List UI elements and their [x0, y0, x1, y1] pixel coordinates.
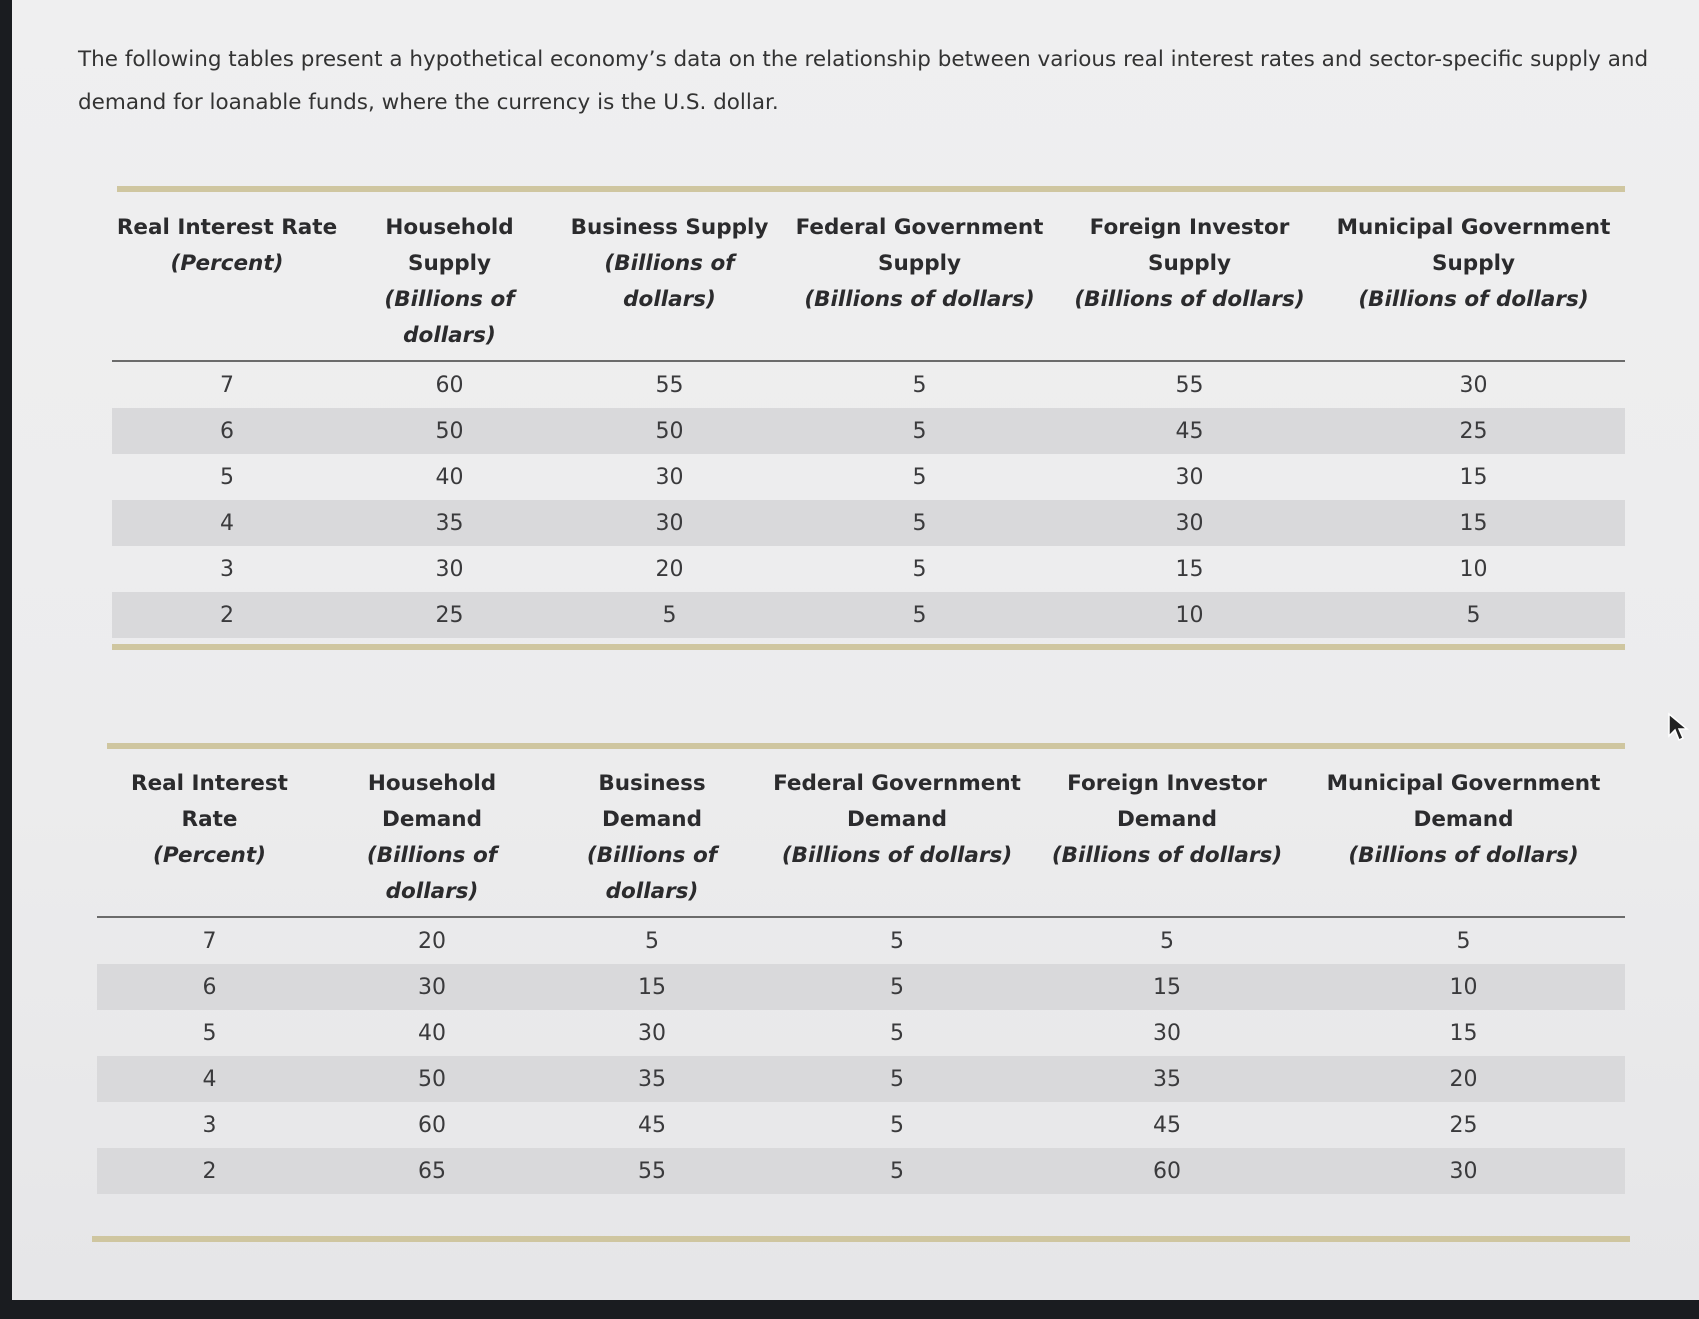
supply-column-header — [1322, 196, 1625, 361]
table-cell: 35 — [342, 500, 557, 546]
table-cell: 3 — [220, 556, 234, 582]
table-cell: 6 — [112, 408, 342, 454]
demand-column-name: Federal Government Demand — [773, 771, 1021, 832]
supply-column-unit: (Billions of dollars) — [804, 287, 1035, 312]
table-cell: 15 — [1459, 464, 1488, 490]
table-cell: 5 — [912, 556, 927, 582]
supply-column-header — [1057, 196, 1322, 361]
table-cell: 5 — [890, 1112, 904, 1138]
table-cell: 60 — [418, 1112, 446, 1138]
supply-column-name: Real Interest Rate — [116, 215, 338, 240]
table-cell: 5 — [645, 928, 659, 954]
supply-column-unit: (Billions of dollars) — [604, 251, 735, 312]
table-cell: 30 — [638, 1020, 666, 1046]
supply-column-name: Household Supply — [385, 215, 514, 276]
supply-column-header — [112, 196, 342, 361]
table-cell: 5 — [782, 592, 1057, 638]
table-cell: 5 — [890, 928, 904, 954]
table-cell: 5 — [762, 1056, 1032, 1102]
demand-column-unit: (Billions of dollars) — [586, 843, 718, 904]
mouse-pointer-icon — [1667, 712, 1689, 742]
supply-body — [112, 361, 1625, 638]
supply-column-header — [557, 196, 782, 361]
demand-column-header — [97, 752, 322, 917]
table-cell: 2 — [97, 1148, 322, 1194]
demand-column-header — [1302, 752, 1625, 917]
table-cell: 15 — [1322, 500, 1625, 546]
demand-column-name: Real Interest Rate — [131, 771, 288, 832]
demand-column-unit: (Billions of dollars) — [781, 843, 1013, 868]
table-cell: 45 — [638, 1112, 666, 1138]
demand-body — [97, 917, 1625, 1194]
supply-header-row — [112, 196, 1625, 361]
supply-column-unit: (Billions of dollars) — [1074, 287, 1305, 312]
supply-column-unit: (Percent) — [170, 251, 284, 276]
table-cell: 5 — [202, 1020, 217, 1046]
intro-paragraph: The following tables present a hypothetical economy’s data on the relationship between various real interest rates and sector-specific supply and demand for loanable funds, where the currency is the U.S. dollar. — [78, 47, 1649, 115]
table-cell: 15 — [1032, 964, 1302, 1010]
table-cell: 30 — [557, 500, 782, 546]
table-row — [97, 1056, 1625, 1102]
demand-table-bottom-rule — [92, 1236, 1630, 1242]
table-cell: 10 — [1057, 592, 1322, 638]
demand-column-header — [762, 752, 1032, 917]
table-cell: 7 — [220, 372, 234, 398]
table-cell: 3 — [202, 1112, 217, 1138]
table-cell: 50 — [322, 1056, 542, 1102]
table-row — [112, 592, 1625, 638]
supply-table — [112, 196, 1625, 638]
table-cell: 20 — [1302, 1056, 1625, 1102]
table-cell: 60 — [1032, 1148, 1302, 1194]
table-cell: 5 — [912, 464, 927, 490]
table-cell: 25 — [1449, 1112, 1478, 1138]
table-row — [97, 964, 1625, 1010]
demand-column-name: Business Demand — [598, 771, 706, 832]
table-cell: 15 — [542, 964, 762, 1010]
supply-table-bottom-rule — [112, 644, 1625, 650]
table-cell: 55 — [655, 372, 684, 398]
table-cell: 10 — [1459, 556, 1488, 582]
table-cell: 4 — [112, 500, 342, 546]
table-cell: 15 — [1449, 1020, 1478, 1046]
table-row — [97, 1148, 1625, 1194]
demand-table — [97, 752, 1625, 1194]
table-cell: 60 — [435, 372, 464, 398]
table-cell: 30 — [655, 464, 684, 490]
supply-column-name: Business Supply — [570, 215, 769, 240]
table-cell: 5 — [762, 964, 1032, 1010]
table-row — [97, 917, 1625, 964]
table-row — [97, 1102, 1625, 1148]
table-cell: 30 — [1153, 1020, 1181, 1046]
table-row — [112, 500, 1625, 546]
table-cell: 30 — [322, 964, 542, 1010]
table-cell: 30 — [1302, 1148, 1625, 1194]
table-row — [112, 454, 1625, 500]
table-cell: 20 — [655, 556, 684, 582]
table-row — [112, 546, 1625, 592]
supply-column-name: Municipal Government Supply — [1336, 215, 1611, 276]
demand-column-name: Household Demand — [367, 771, 497, 832]
demand-header-row — [97, 752, 1625, 917]
table-cell: 25 — [342, 592, 557, 638]
supply-column-unit: (Billions of dollars) — [384, 287, 515, 348]
table-cell: 4 — [97, 1056, 322, 1102]
supply-column-name: Federal Government Supply — [795, 215, 1044, 276]
table-cell: 10 — [1302, 964, 1625, 1010]
screen — [12, 0, 1699, 1300]
demand-table-top-rule — [107, 743, 1625, 749]
table-cell: 5 — [220, 464, 234, 490]
demand-column-header — [542, 752, 762, 917]
demand-column-unit: (Percent) — [153, 843, 266, 868]
table-cell: 5 — [1322, 592, 1625, 638]
demand-column-unit: (Billions of dollars) — [1348, 843, 1579, 868]
supply-column-header — [782, 196, 1057, 361]
table-cell: 2 — [112, 592, 342, 638]
demand-column-name: Foreign Investor Demand — [1067, 771, 1267, 832]
table-cell: 50 — [342, 408, 557, 454]
table-cell: 30 — [435, 556, 464, 582]
table-cell: 30 — [1175, 464, 1204, 490]
table-cell: 35 — [542, 1056, 762, 1102]
table-cell: 35 — [1032, 1056, 1302, 1102]
demand-column-name: Municipal Government Demand — [1326, 771, 1601, 832]
table-cell: 65 — [322, 1148, 542, 1194]
table-cell: 5 — [912, 372, 927, 398]
table-cell: 30 — [1057, 500, 1322, 546]
table-cell: 5 — [782, 408, 1057, 454]
table-cell: 5 — [890, 1020, 904, 1046]
table-cell: 25 — [1322, 408, 1625, 454]
table-cell: 5 — [557, 592, 782, 638]
table-cell: 45 — [1057, 408, 1322, 454]
table-cell: 20 — [418, 928, 446, 954]
supply-column-name: Foreign Investor Supply — [1089, 215, 1290, 276]
demand-column-unit: (Billions of dollars) — [1051, 843, 1283, 868]
supply-column-unit: (Billions of dollars) — [1358, 287, 1589, 312]
demand-column-unit: (Billions of dollars) — [366, 843, 498, 904]
table-cell: 5 — [762, 1148, 1032, 1194]
table-cell: 40 — [418, 1020, 446, 1046]
table-cell: 5 — [1456, 928, 1471, 954]
table-cell: 30 — [1459, 372, 1488, 398]
table-row — [112, 408, 1625, 454]
table-cell: 55 — [542, 1148, 762, 1194]
table-cell: 45 — [1153, 1112, 1181, 1138]
table-cell: 5 — [782, 500, 1057, 546]
table-cell: 50 — [557, 408, 782, 454]
supply-table-top-rule — [117, 186, 1625, 192]
table-cell: 7 — [202, 928, 217, 954]
table-cell: 15 — [1175, 556, 1204, 582]
table-cell: 40 — [435, 464, 464, 490]
table-row — [97, 1010, 1625, 1056]
demand-column-header — [1032, 752, 1302, 917]
table-cell: 6 — [97, 964, 322, 1010]
table-row — [112, 361, 1625, 408]
demand-column-header — [322, 752, 542, 917]
table-cell: 55 — [1175, 372, 1204, 398]
table-cell: 5 — [1160, 928, 1174, 954]
supply-column-header — [342, 196, 557, 361]
